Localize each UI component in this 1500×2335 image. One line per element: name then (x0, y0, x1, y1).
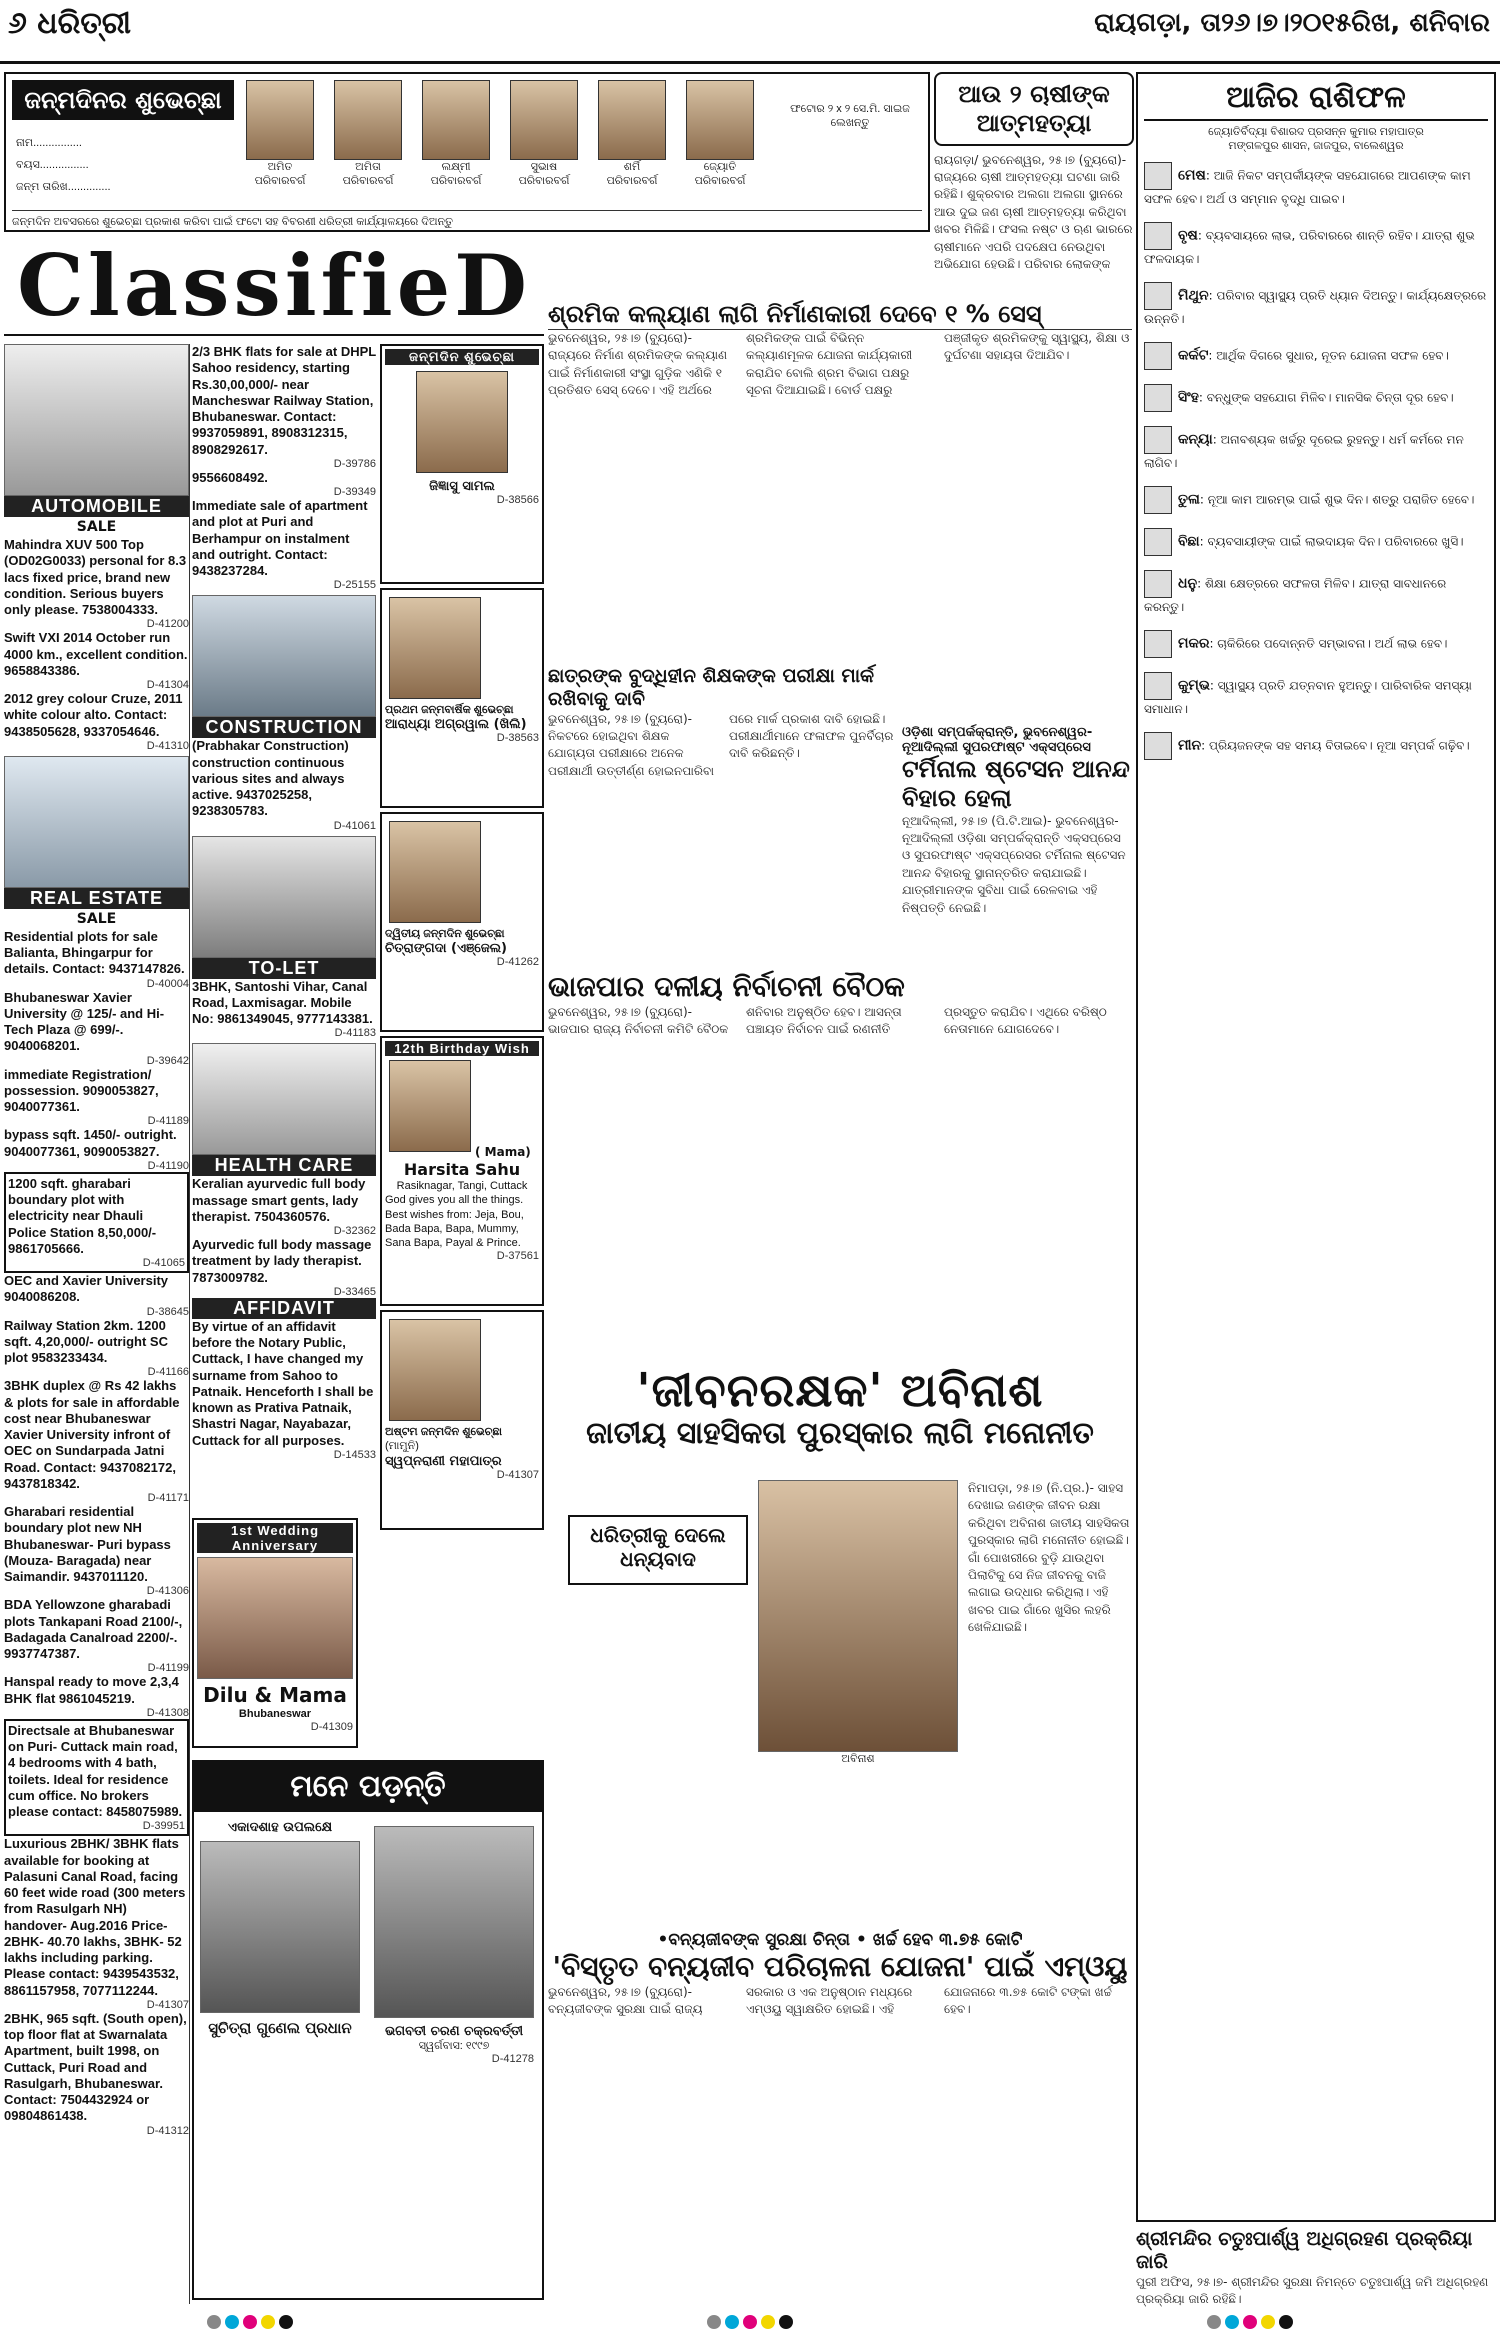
classified-ad: Luxurious 2BHK/ 3BHK flats available for booking at Palasuni Canal Road, facing 60 feet wide road (300 meters from Rasulgarh NH) handover- Aug.2016 Price- 2BHK- 40.70 lakhs, 3BHK- 52 lakhs including parking. Please contact: 9439543532, 8861157958, 7077112244. D-41307 (4, 1836, 189, 2011)
sign-kanya: କନ୍ୟା: ଅନାବଶ୍ୟକ ଖର୍ଚ୍ଚରୁ ଦୂରେଇ ରୁହନ୍ତୁ। ଧର୍ମ କର୍ମରେ ମନ ଲାଗିବ। (1144, 426, 1488, 472)
lead-body: ରାୟଗଡ଼ା/ ଭୁବନେଶ୍ୱର, ୨୫।୭ (ବ୍ୟୁରୋ)- ରାଜ୍ୟରେ ଚାଷୀ ଆତ୍ମହତ୍ୟା ଘଟଣା ଜାରି ରହିଛି। ଶୁକ୍ରବାର ଅଲଗା ଅଲଗା ସ୍ଥାନରେ ଆଉ ଦୁଇ ଜଣ ଚାଷୀ ଆତ୍ମହତ୍ୟା କରିଥିବା ଖବର ମିଳିଛି। ଫସଲ ନଷ୍ଟ ଓ ଋଣ ଭାରରେ ଚାଷୀମାନେ ଏପରି ପଦକ୍ଷେପ ନେଉଥିବା ଅଭିଯୋଗ ହେଉଛି। ପରିବାର ଲୋକଙ୍କ (934, 152, 1133, 271)
classified-ad: 2BHK, 965 sqft. (South open), top floor flat at Swarnalata Apartment, built 1998, on Cuttack, Puri Road and Rasulgarh, Bhubaneswar. Contact: 7504432924 or 09804861438. D-41312 (4, 2010, 189, 2137)
color-register (1205, 2314, 1295, 2333)
sign-meena: ମୀନ: ପ୍ରିୟଜନଙ୍କ ସହ ସମୟ ବିତାଇବେ। ନୂଆ ସମ୍ପର୍କ ଗଢ଼ିବ। (1144, 732, 1488, 760)
birthday-block (4, 72, 930, 232)
classified-ad: Directsale at Bhubaneswar on Puri- Cuttack main road, 4 bedrooms with 4 bath, toilets. Ideal for residence cum office. No brokers please contact: 8458075989. D-39951 (4, 1719, 189, 1837)
story-kicker: •ବନ୍ୟଜୀବଙ୍କ ସୁରକ୍ଷା ଚିନ୍ତା • ଖର୍ଚ୍ଚ ହେବ ୩.୭୫ କୋଟି (657, 1930, 1023, 1950)
sign-tula: ତୁଳା: ନୂଆ କାମ ଆରମ୍ଭ ପାଇଁ ଶୁଭ ଦିନ। ଶତ୍ରୁ ପରାଜିତ ହେବେ। (1144, 486, 1488, 514)
rashiphala-place: ମଙ୍ଗଳପୁର ଶାସନ, ଜାଜପୁର, ବାଲେଶ୍ୱର (1228, 140, 1404, 153)
to-let-photo (192, 836, 376, 958)
story-body: ଭୁବନେଶ୍ୱର, ୨୫।୭ (ବ୍ୟୁରୋ)- ବନ୍ୟଜୀବଙ୍କ ସୁରକ୍ଷା ପାଇଁ ରାଜ୍ୟ ସରକାର ଓ ଏକ ଅନୁଷ୍ଠାନ ମଧ୍ୟରେ ଏମ୍‌ଓୟୁ ସ୍ୱାକ୍ଷରିତ ହୋଇଛି। ଏହି ଯୋଜନାରେ ୩.୭୫ କୋଟି ଟଙ୍କା ଖର୍ଚ୍ଚ ହେବ। (548, 1984, 1112, 2016)
story-kicker: ଓଡ଼ିଶା ସମ୍ପର୍କକ୍ରାନ୍ତି, ଭୁବନେଶ୍ୱର-ନୂଆଦିଲ୍ଲୀ ସୁପରଫାଷ୍ଟ ଏକ୍ସପ୍ରେସ (902, 725, 1093, 755)
color-register (205, 2314, 295, 2333)
classified-ad: 2/3 BHK flats for sale at DHPL Sahoo residency, starting Rs.30,00,000/- near Mancheswar Railway Station, Bhubaneswar. Contact: 9937059891, 8908312315, 8908292617. D-39786 (192, 344, 376, 470)
health-care-banner: HEALTH CARE (192, 1155, 376, 1176)
pot-icon (1144, 672, 1172, 700)
crab-icon (1144, 342, 1172, 370)
dateline: ରାୟଗଡ଼ା, ତା୨୬।୭।୨୦୧୫ରିଖ, ଶନିବାର (1094, 8, 1490, 38)
ram-icon (1144, 162, 1172, 190)
sale-label: SALE (76, 910, 117, 927)
story-headline: ଛାତ୍ରଙ୍କ ବୁଦ୍ଧିହୀନ ଶିକ୍ଷକଙ୍କ ପରୀକ୍ଷା ମାର୍କ ରଖିବାକୁ ଦାବି (548, 665, 875, 710)
construction-banner: CONSTRUCTION (192, 717, 376, 738)
story-subhead: ଜାତୀୟ ସାହସିକତା ପୁରସ୍କାର ଲାଗି ମନୋନୀତ (586, 1415, 1094, 1451)
classified-ad: Mahindra XUV 500 Top (OD02G0033) personal for 8.3 lacs fixed price, brand new condition. Serious buyers only please. 7538004333. D-41200 (4, 537, 189, 631)
automobile-banner: AUTOMOBILE (4, 496, 189, 517)
rashiphala-box (1136, 72, 1496, 2222)
sign-makara: ମକର: ଚାକିରିରେ ପଦୋନ୍ନତି ସମ୍ଭାବନା। ଅର୍ଥ ଲାଭ ହେବ। (1144, 630, 1488, 658)
wish-card: ପ୍ରଥମ ଜନ୍ମବାର୍ଷିକ ଶୁଭେଚ୍ଛା ଆରାଧ୍ୟା ଅଗ୍ରୱାଲ (ଖିଲି) D-38563 (380, 588, 544, 808)
classified-ad: Residential plots for sale Balianta, Bhingarpur for details. Contact: 9437147826. D-40004 (4, 928, 189, 990)
classified-ad: Keralian ayurvedic full body massage smart gents, lady therapist. 7504360576. D-32362 (192, 1176, 376, 1237)
kid-photo: ଶର୍ମି ପରିବାରବର୍ଗ (598, 80, 666, 200)
memorial-title: ମନେ ପଡ଼ନ୍ତି (194, 1762, 542, 1812)
story-headline: ଟର୍ମିନାଲ ଷ୍ଟେସନ ଆନନ୍ଦ ବିହାର ହେଲା (902, 755, 1130, 812)
house-photo (4, 756, 189, 888)
classified-ad: Gharabari residential boundary plot new NH Bhubaneswar- Puri bypass (Mouza- Baragada) near Saimandir. 9437011120. D-41306 (4, 1504, 189, 1598)
story-train (902, 725, 1132, 965)
classified-ad: Railway Station 2km. 1200 sqft. 4,20,000/- outright SC plot 9583233434. D-41166 (4, 1317, 189, 1379)
archer-icon (1144, 570, 1172, 598)
birthday-photos (246, 80, 776, 200)
construction-photo (192, 595, 376, 717)
story-body: ନିମାପଡ଼ା, ୨୫।୭ (ନି.ପ୍ର.)- ସାହସ ଦେଖାଇ ଜଣଙ୍କ ଜୀବନ ରକ୍ଷା କରିଥିବା ଅବିନାଶ ଜାତୀୟ ସାହସିକତା ପୁରସ୍କାର ଲାଗି ମନୋନୀତ ହୋଇଛି। ଗାଁ ପୋଖରୀରେ ବୁଡ଼ି ଯାଉଥିବା ପିଲାଟିକୁ ସେ ନିଜ ଜୀବନକୁ ବାଜି ଲଗାଇ ଉଦ୍ଧାର କରିଥିଲା। ଏହି ଖବର ପାଇ ଗାଁରେ ଖୁସିର ଲହରି ଖେଳିଯାଇଛି। (968, 1481, 1130, 1635)
classified-ad: Swift VXI 2014 October run 4000 km., excellent condition. 9658843386. D-41304 (4, 630, 189, 691)
kid-photo: ଜ୍ୟୋତି ପରିବାରବର୍ଗ (686, 80, 754, 200)
kid-photo: ଅମିତା ପରିବାରବର୍ଗ (334, 80, 402, 200)
story-body: ଭୁବନେଶ୍ୱର, ୨୫।୭ (ବ୍ୟୁରୋ)- ଭାଜପାର ରାଜ୍ୟ ନିର୍ବାଚନୀ କମିଟି ବୈଠକ ଶନିବାର ଅନୁଷ୍ଠିତ ହେବ। ଆସନ୍ତା ପଞ୍ଚାୟତ ନିର୍ବାଚନ ପାଇଁ ରଣନୀତି ପ୍ରସ୍ତୁତ କରାଯିବ। ଏଥିରେ ବରିଷ୍ଠ ନେତାମାନେ ଯୋଗଦେବେ। (548, 1004, 1107, 1036)
wish-card: ଅଷ୍ଟମ ଜନ୍ମଦିନ ଶୁଭେଚ୍ଛା (ମାମୁନି) ସ୍ୱପ୍ନରାଣୀ ମହାପାତ୍ର D-41307 (380, 1310, 544, 1530)
scorpion-icon (1144, 528, 1172, 556)
classified-ad: OEC and Xavier University 9040086208. D-38645 (4, 1273, 189, 1318)
story-srimandir (1136, 2228, 1496, 2308)
fish-icon (1144, 732, 1172, 760)
color-register (705, 2314, 795, 2333)
car-photo (4, 344, 189, 496)
story-avinash (548, 1365, 1132, 1925)
classified-ad: Immediate sale of apartment and plot at Puri and Berhampur on instalment and outright. Contact: 9438237284. D-25155 (192, 498, 376, 592)
classified-ad: Ayurvedic full body massage treatment by lady therapist. 7873009782. D-33465 (192, 1237, 376, 1298)
kid-photo: ଅମିତ ପରିବାରବର୍ଗ (246, 80, 314, 200)
classified-left-column (4, 344, 190, 2304)
sign-dhanu: ଧନୁ: ଶିକ୍ଷା କ୍ଷେତ୍ରରେ ସଫଳତା ମିଳିବ। ଯାତ୍ରା ସାବଧାନରେ କରନ୍ତୁ। (1144, 570, 1488, 616)
sign-bichha: ବିଛା: ବ୍ୟବସାୟୀଙ୍କ ପାଇଁ ଲାଭଦାୟକ ଦିନ। ପରିବାରରେ ଖୁସି। (1144, 528, 1488, 556)
real-estate-banner: REAL ESTATE (4, 888, 189, 909)
story-headline: ଶ୍ରୀମନ୍ଦିର ଚତୁଃପାର୍ଶ୍ୱ ଅଧିଗ୍ରହଣ ପ୍ରକ୍ରିୟା ଜାରି (1136, 2228, 1473, 2273)
classified-ad: bypass sqft. 1450/- outright. 9040077361, 9090053827. D-41190 (4, 1127, 189, 1172)
kid-photo: ସୁଭାଷ ପରିବାରବର୍ଗ (510, 80, 578, 200)
classified-ad: 2012 grey colour Cruze, 2011 white colour alto. Contact: 9438505628, 9337054646. D-41310 (4, 691, 189, 752)
bull-icon (1144, 222, 1172, 250)
sign-mithuna: ମିଥୁନ: ପରିବାର ସ୍ୱାସ୍ଥ୍ୟ ପ୍ରତି ଧ୍ୟାନ ଦିଅନ୍ତୁ। କାର୍ଯ୍ୟକ୍ଷେତ୍ରରେ ଉନ୍ନତି। (1144, 282, 1488, 328)
kid-photo: ଲକ୍ଷ୍ମୀ ପରିବାରବର୍ଗ (422, 80, 490, 200)
to-let-banner: TO-LET (192, 958, 376, 979)
memorial-right: ଭଗବତୀ ଚରଣ ଚକ୍ରବର୍ତ୍ତୀ ସ୍ୱର୍ଗବାସ: ୧୯୯୭ D-41278 (374, 1820, 534, 2065)
rashiphala-title: ଆଜିର ରାଶିଫଳ (1144, 80, 1488, 121)
sign-kumbha: କୁମ୍ଭ: ସ୍ୱାସ୍ଥ୍ୟ ପ୍ରତି ଯତ୍ନବାନ ହୁଅନ୍ତୁ। ପାରିବାରିକ ସମସ୍ୟା ସମାଧାନ। (1144, 672, 1488, 718)
story-workers-cess (548, 300, 1132, 660)
page-number-and-masthead: ୬ ଧରିତ୍ରୀ (8, 6, 132, 41)
story-wildlife (548, 1930, 1132, 2310)
memorial-block (192, 1760, 544, 2300)
rashiphala-author: ଜ୍ୟୋତିର୍ବିଦ୍ୟା ବିଶାରଦ ପ୍ରସନ୍ନ କୁମାର ମହାପାତ୍ର (1208, 126, 1424, 138)
lead-headline: ଆଉ ୨ ଚାଷୀଙ୍କ ଆତ୍ମହତ୍ୟା (934, 72, 1134, 146)
story-headline: 'ଜୀବନରକ୍ଷକ' ଅବିନାଶ (636, 1363, 1044, 1417)
sign-brisha: ବୃଷ: ବ୍ୟବସାୟରେ ଲାଭ, ପରିବାରରେ ଶାନ୍ତି ରହିବ। ଯାତ୍ରା ଶୁଭ ଫଳଦାୟକ। (1144, 222, 1488, 268)
classified-ad: (Prabhakar Construction) construction continuous various sites and always active. 9437025258, 9238305783. D-41061 (192, 738, 376, 832)
wish-card: ଜନ୍ମଦିନ ଶୁଭେଚ୍ଛା ଜିଜ୍ଞାସୁ ସାମଲ D-38566 (380, 344, 544, 584)
story-body: ଭୁବନେଶ୍ୱର, ୨୫।୭ (ବ୍ୟୁରୋ)- ନିକଟରେ ହୋଇଥିବା ଶିକ୍ଷକ ଯୋଗ୍ୟତା ପରୀକ୍ଷାରେ ଅନେକ ପରୀକ୍ଷାର୍ଥୀ ଉତ୍ତୀର୍ଣ୍ଣ ହୋଇନପାରିବା ପରେ ମାର୍କ ପ୍ରକାଶ ଦାବି ହୋଇଛି। ପରୀକ୍ଷାର୍ଥୀମାନେ ଫଳାଫଳ ପୁନର୍ବିଚାର ଦାବି କରିଛନ୍ତି। (548, 711, 894, 778)
wedding-anniversary: 1st Wedding Anniversary Dilu & Mama Bhubaneswar D-41309 (192, 1518, 358, 1748)
classified-ad: Hanspal ready to move 2,3,4 BHK flat 9861045219. D-41308 (4, 1674, 189, 1719)
wishes-column (380, 344, 544, 1754)
story-headline: ଶ୍ରମିକ କଲ୍ୟାଣ ଲାଗି ନିର୍ମାଣକାରୀ ଦେବେ ୧ % ସେସ୍ (548, 300, 1132, 330)
birthday-footer: ଜନ୍ମଦିନ ଅବସରରେ ଶୁଭେଚ୍ଛା ପ୍ରକାଶ କରିବା ପାଇଁ ଫଟୋ ସହ ବିବରଣୀ ଧରିତ୍ରୀ କାର୍ଯ୍ୟାଳୟରେ ଦିଅନ୍ତୁ (12, 210, 922, 229)
thanks-box: ଧରିତ୍ରୀକୁ ଦେଲେ ଧନ୍ୟବାଦ (568, 1515, 748, 1585)
affidavit-banner: AFFIDAVIT (192, 1298, 376, 1319)
classified-ad: immediate Registration/ possession. 9090053827, 9040077361. D-41189 (4, 1066, 189, 1128)
stethoscope-photo (192, 1043, 376, 1155)
classified-ad: BDA Yellowzone gharabadi plots Tankapani Road 2100/-, Badagada Canalroad 2200/-. 9937747387. D-41199 (4, 1597, 189, 1675)
classified-ad: 9556608492. D-39349 (192, 469, 376, 498)
story-bjp (548, 970, 1132, 1350)
lion-icon (1144, 384, 1172, 412)
page-header (0, 0, 1500, 64)
avinash-photo: ଅବିନାଶ (758, 1480, 958, 1780)
story-body: ପୁରୀ ଅଫିସ, ୨୫।୭- ଶ୍ରୀମନ୍ଦିର ସୁରକ୍ଷା ନିମନ୍ତେ ଚତୁଃପାର୍ଶ୍ୱ ଜମି ଅଧିଗ୍ରହଣ ପ୍ରକ୍ରିୟା ଜାରି ରହିଛି। (1136, 2274, 1489, 2306)
sale-label: SALE (76, 519, 117, 535)
birthday-title: ଜନ୍ମଦିନର ଶୁଭେଚ୍ଛା (12, 80, 234, 120)
birthday-form: ନାମ................ ବୟସ................ ଜନ୍ମ ତାରିଖ.............. (16, 137, 111, 193)
registration-marks (0, 2312, 1500, 2334)
story-headline: ଭାଜପାର ଦଳୀୟ ନିର୍ବାଚନୀ ବୈଠକ (548, 970, 905, 1003)
sign-simha: ସିଂହ: ବନ୍ଧୁଙ୍କ ସହଯୋଗ ମିଳିବ। ମାନସିକ ଚିନ୍ତା ଦୂର ହେବ। (1144, 384, 1488, 412)
classified-ad: 3BHK, Santoshi Vihar, Canal Road, Laxmisagar. Mobile No: 9861349045, 9777143381. D-41183 (192, 978, 376, 1040)
story-body: ଭୁବନେଶ୍ୱର, ୨୫।୭ (ବ୍ୟୁରୋ)- ରାଜ୍ୟରେ ନିର୍ମାଣ ଶ୍ରମିକଙ୍କ କଲ୍ୟାଣ ପାଇଁ ନିର୍ମାଣକାରୀ ସଂସ୍ଥା ଗୁଡ଼ିକ ଏଣିକି ୧ ପ୍ରତିଶତ ସେସ୍ ଦେବେ। ଏହି ଅର୍ଥରେ ଶ୍ରମିକଙ୍କ ପାଇଁ ବିଭିନ୍ନ କଲ୍ୟାଣମୂଳକ ଯୋଜନା କାର୍ଯ୍ୟକାରୀ କରାଯିବ ବୋଲି ଶ୍ରମ ବିଭାଗ ପକ୍ଷରୁ ସୂଚନା ଦିଆଯାଇଛି। ବୋର୍ଡ ପକ୍ଷରୁ ପଞ୍ଜୀକୃତ ଶ୍ରମିକଙ୍କୁ ସ୍ୱାସ୍ଥ୍ୟ, ଶିକ୍ଷା ଓ ଦୁର୍ଘଟଣା ସହାୟତା ଦିଆଯିବ। (548, 330, 1130, 397)
goat-icon (1144, 630, 1172, 658)
lead-story (934, 72, 1134, 302)
scales-icon (1144, 486, 1172, 514)
sign-mesha: ମେଷ: ଆଜି ନିକଟ ସମ୍ପର୍କୀୟଙ୍କ ସହଯୋଗରେ ଆପଣଙ୍କ କାମ ସଫଳ ହେବ। ଅର୍ଥ ଓ ସମ୍ମାନ ବୃଦ୍ଧି ପାଇବ। (1144, 162, 1488, 208)
classified-title: ClassifieD (4, 236, 544, 336)
story-teacher-exam (548, 665, 898, 965)
twins-icon (1144, 282, 1172, 310)
story-headline: 'ବିସ୍ତୃତ ବନ୍ୟଜୀବ ପରିଚାଳନା ଯୋଜନା' ପାଇଁ ଏମ୍‌ଓୟୁ (552, 1950, 1128, 1983)
memorial-left: ଏକାଦଶାହ ଉପଲକ୍ଷେ ସୁଚିତ୍ରା ଗୁଣେଲ ପ୍ରଧାନ (200, 1820, 360, 2037)
wish-card: ଦ୍ୱିତୀୟ ଜନ୍ମଦିନ ଶୁଭେଚ୍ଛା ଚିତ୍ରାଙ୍ଗଦା (ଏଞ୍ଜେଲ) D-41262 (380, 812, 544, 1032)
birthday-price-note: ଫଟୋର ୨ x ୨ ସେ.ମି. ସାଇଜ ଲେଖନ୍ତୁ (790, 103, 910, 130)
classified-ad: 3BHK duplex @ Rs 42 lakhs & plots for sale in affordable cost near Bhubaneswar Xavier University infront of OEC on Sundarpada Jatni Road. Contact: 9437082172, 9437818342. D-41171 (4, 1378, 189, 1504)
classified-ad: Bhubaneswar Xavier University @ 125/- and Hi-Tech Plaza @ 699/-. 9040068201. D-39642 (4, 989, 189, 1067)
story-body: ନୂଆଦିଲ୍ଲୀ, ୨୫।୭ (ପି.ଟି.ଆଇ)- ଭୁବନେଶ୍ୱର-ନୂଆଦିଲ୍ଲୀ ଓଡ଼ିଶା ସମ୍ପର୍କକ୍ରାନ୍ତି ଏକ୍ସପ୍ରେସ ଓ ସୁପରଫାଷ୍ଟ ଏକ୍ସପ୍ରେସର ଟର୍ମିନାଲ ଷ୍ଟେସନ ଆନନ୍ଦ ବିହାରକୁ ସ୍ଥାନାନ୍ତରିତ କରାଯାଇଛି। ଯାତ୍ରୀମାନଙ୍କ ସୁବିଧା ପାଇଁ ରେଳବାଇ ଏହି ନିଷ୍ପତ୍ତି ନେଇଛି। (902, 813, 1126, 915)
maiden-icon (1144, 426, 1172, 454)
classified-ad: 1200 sqft. gharabari boundary plot with electricity near Dhauli Police Station 8,50,000/- 9861705666. D-41065 (4, 1172, 189, 1273)
sign-karkata: କର୍କଟ: ଆର୍ଥିକ ଦିଗରେ ସୁଧାର, ନୂତନ ଯୋଜନା ସଫଳ ହେବ। (1144, 342, 1488, 370)
wish-card: 12th Birthday Wish ( Mama) Harsita Sahu Rasiknagar, Tangi, Cuttack God gives you all the things. Best wishes from: Jeja, Bou, Bada Bapa, Bapa, Mummy, Sana Bapa, Payal & Prince. D-37561 (380, 1036, 544, 1306)
classified-ad: By virtue of an affidavit before the Notary Public, Cuttack, I have changed my surname from Sahoo to Patnaik. Henceforth I shall be known as Prativa Patnaik, Shastri Nagar, Nayabazar, Cuttack for all purposes. D-14533 (192, 1318, 376, 1461)
